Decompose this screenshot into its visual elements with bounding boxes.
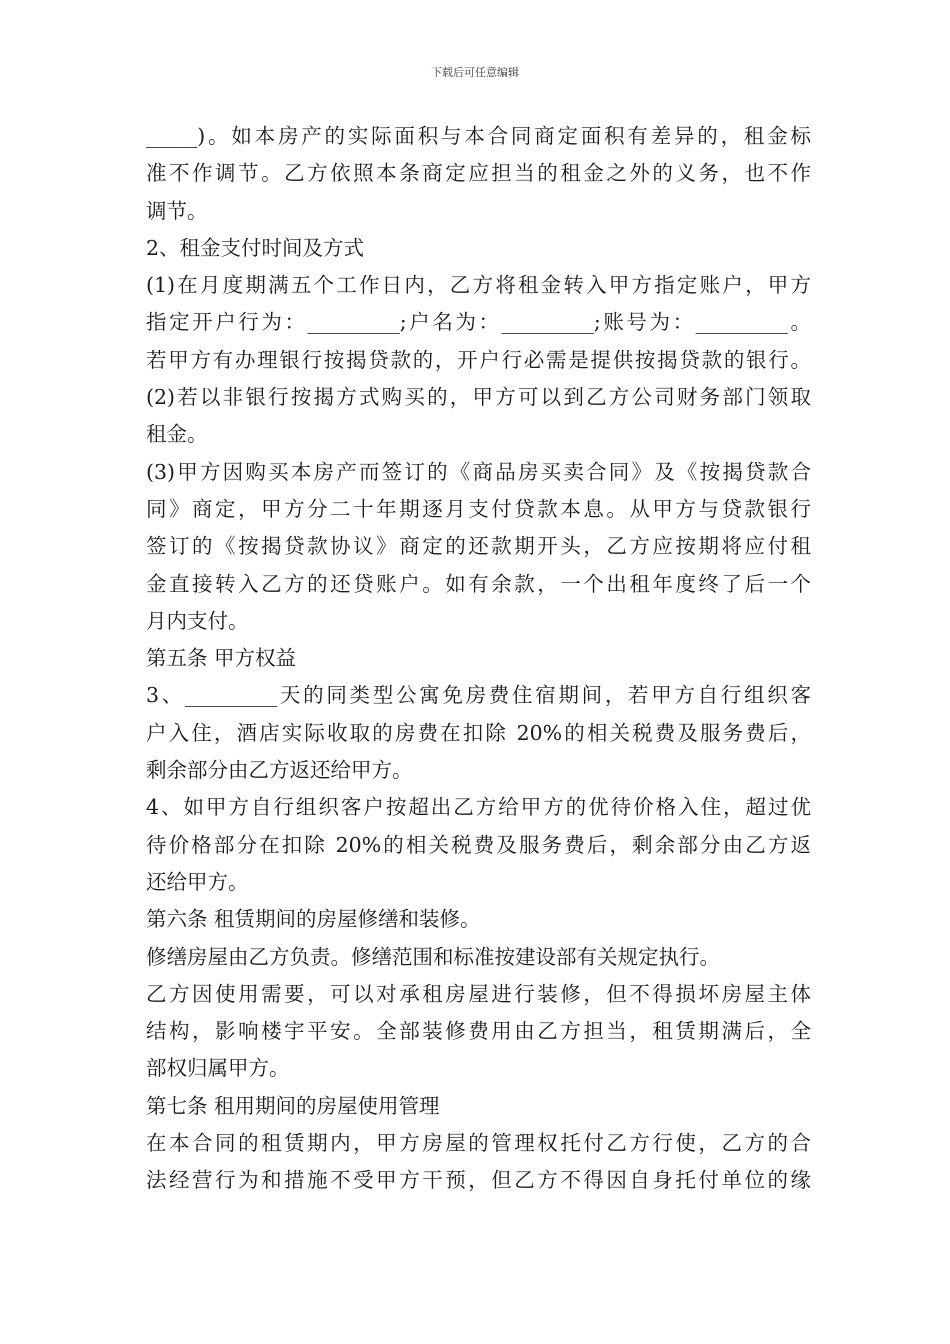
text-line: 还给甲方。 (146, 869, 249, 894)
text-line: 签订的《按揭贷款协议》商定的还款期开头，乙方应按期将应付租 (146, 534, 811, 559)
text-line: 若甲方有办理银行按揭贷款的，开户行必需是提供按揭贷款的银行。 (146, 347, 811, 372)
text-line: 3、_________天的同类型公寓免房费住宿期间，若甲方自行组织客 (146, 683, 811, 708)
text-line: 2、租金支付时间及方式 (146, 235, 365, 260)
text-line: 租金。 (146, 422, 208, 447)
text-line: 4、如甲方自行组织客户按超出乙方给甲方的优待价格入住，超过优 (146, 795, 811, 820)
text-line: 部权归属甲方。 (146, 1056, 290, 1081)
text-line: 指定开户行为：_________;户名为：_________;账号为：_________。 (146, 310, 811, 335)
text-line: 户入住，酒店实际收取的房费在扣除 20%的相关税费及服务费后， (146, 720, 811, 745)
text-line: 修缮房屋由乙方负责。修缮范围和标准按建设部有关规定执行。 (146, 944, 720, 969)
text-line: 在本合同的租赁期内，甲方房屋的管理权托付乙方行使，乙方的合 (146, 1131, 811, 1156)
text-line: 准不作调节。乙方依照本条商定应担当的租金之外的义务，也不作 (146, 161, 811, 186)
text-line: 第五条 甲方权益 (146, 646, 297, 671)
text-line: 结构，影响楼宇平安。全部装修费用由乙方担当，租赁期满后，全 (146, 1019, 811, 1044)
text-line: (2)若以非银行按揭方式购买的，甲方可以到乙方公司财务部门领取 (146, 385, 811, 410)
text-line: 第七条 租用期间的房屋使用管理 (146, 1093, 440, 1118)
text-line: 同》商定，甲方分二十年期逐月支付贷款本息。从甲方与贷款银行 (146, 496, 811, 521)
text-line: 待价格部分在扣除 20%的相关税费及服务费后，剩余部分由乙方返 (146, 832, 811, 857)
text-line: _____)。如本房产的实际面积与本合同商定面积有差异的，租金标 (146, 124, 811, 148)
text-line: (1)在月度期满五个工作日内，乙方将租金转入甲方指定账户，甲方 (146, 273, 811, 298)
text-line: 调节。 (146, 198, 208, 223)
text-line: 第六条 租赁期间的房屋修缮和装修。 (146, 907, 481, 932)
text-line: 乙方因使用需要，可以对承租房屋进行装修，但不得损坏房屋主体 (146, 981, 811, 1006)
document-body (146, 118, 811, 1200)
text-line: (3)甲方因购买本房产而签订的《商品房买卖合同》及《按揭贷款合 (146, 459, 811, 484)
text-line: 月内支付。 (146, 608, 249, 633)
text-line: 剩余部分由乙方返还给甲方。 (146, 758, 413, 783)
text-line: 金直接转入乙方的还贷账户。如有余款，一个出租年度终了后一个 (146, 571, 811, 596)
text-line: 法经营行为和措施不受甲方干预，但乙方不得因自身托付单位的缘 (146, 1168, 811, 1193)
page-header: 下载后可任意编辑 (431, 66, 519, 79)
